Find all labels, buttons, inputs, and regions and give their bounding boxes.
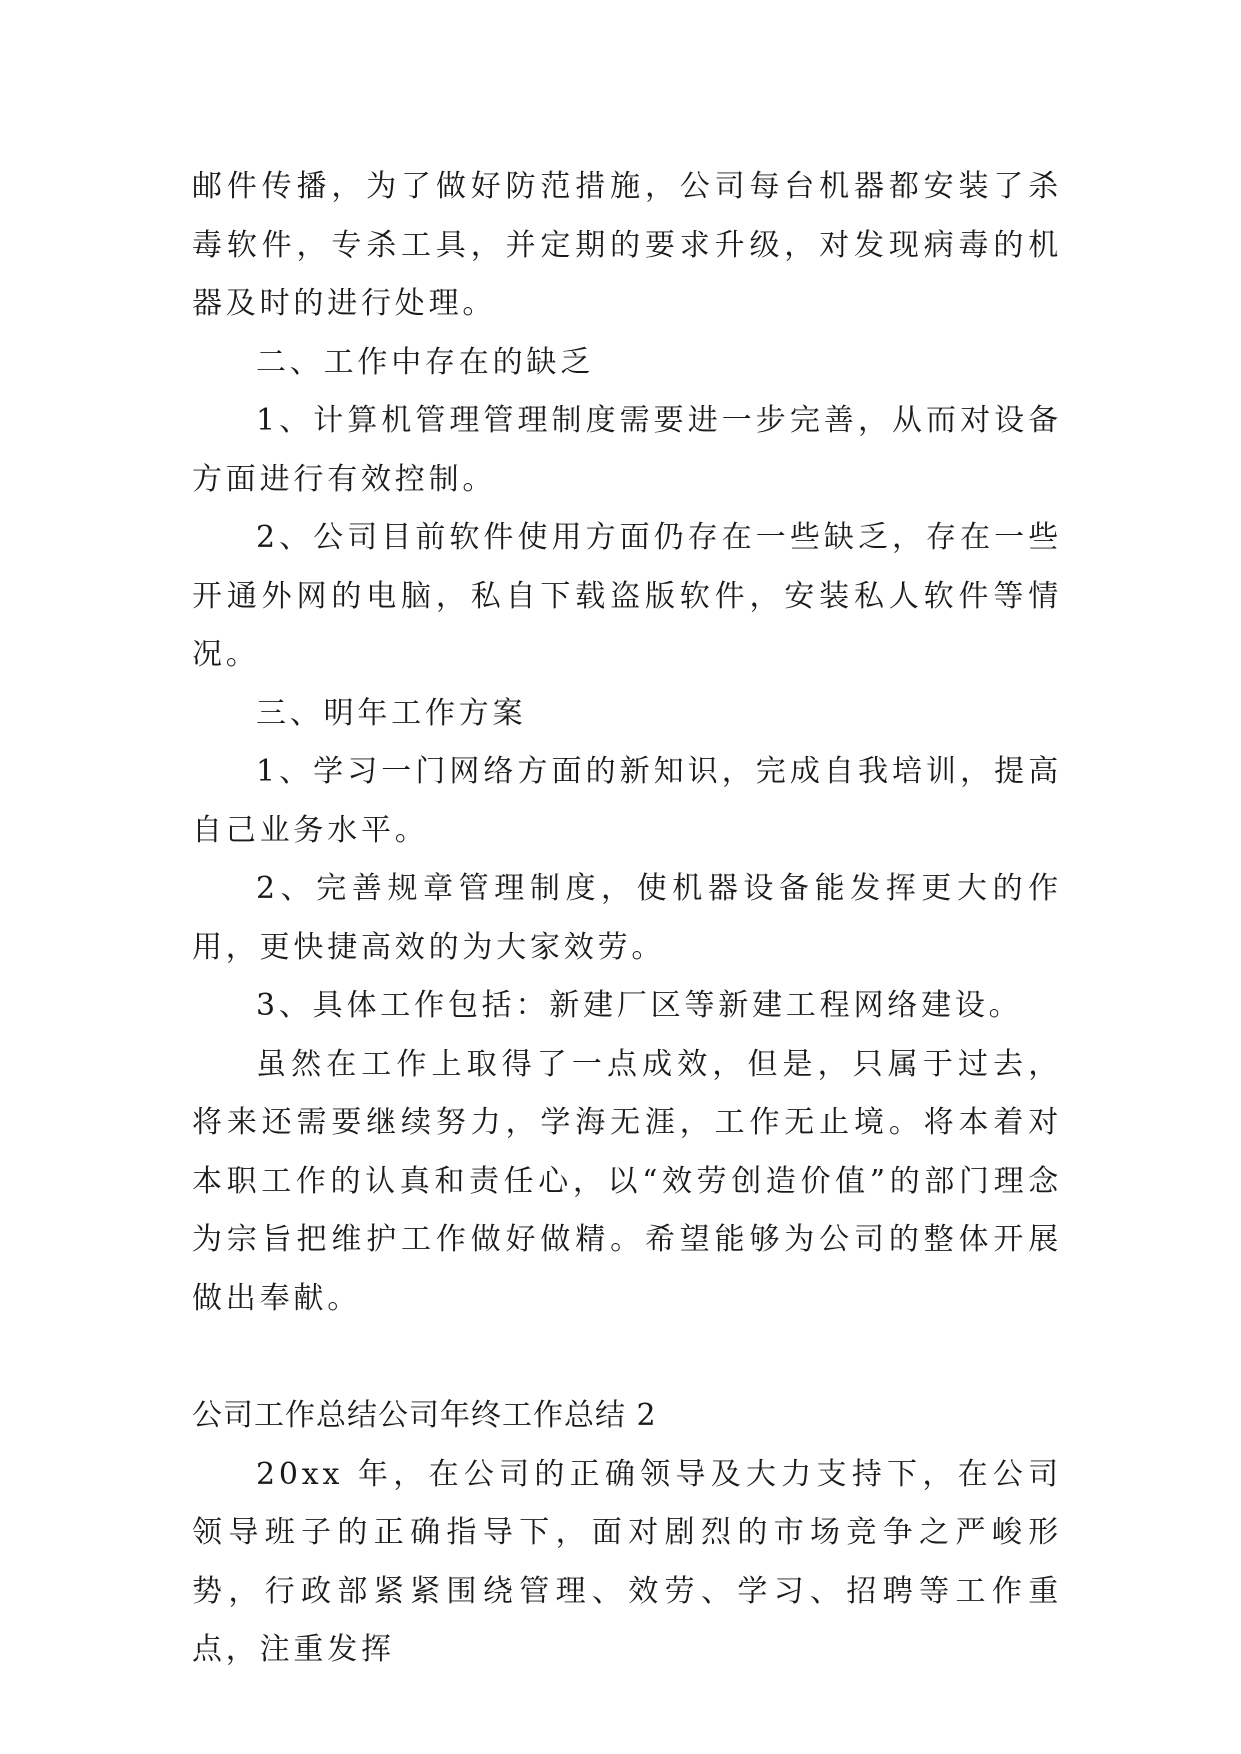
closing-paragraph: 虽然在工作上取得了一点成效，但是，只属于过去，将来还需要继续努力，学海无涯，工作无止境。将本着对本职工作的认真和责任心，以“效劳创造价值”的部门理念为宗旨把维护工作做好做精。希望能够为公司的整体开展做出奉献。: [192, 1046, 1062, 1316]
body-paragraph: 20xx 年，在公司的正确领导及大力支持下，在公司领导班子的正确指导下，面对剧烈的市场竞争之严峻形势，行政部紧紧围绕管理、效劳、学习、招聘等工作重点，注重发挥: [192, 1456, 1062, 1667]
document-section-title: 公司工作总结公司年终工作总结 2: [192, 1398, 657, 1433]
section-heading-next-year-plan: 三、明年工作方案: [256, 695, 527, 731]
body-paragraph: 1、学习一门网络方面的新知识，完成自我培训，提高自己业务水平。: [192, 754, 1062, 848]
document-body: [192, 158, 1062, 1680]
section-heading-shortcomings: 二、工作中存在的缺乏: [256, 344, 594, 380]
body-paragraph: 2、完善规章管理制度，使机器设备能发挥更大的作用，更快捷高效的为大家效劳。: [192, 871, 1062, 965]
body-paragraph: 邮件传播，为了做好防范措施，公司每台机器都安装了杀毒软件，专杀工具，并定期的要求升级，对发现病毒的机器及时的进行处理。: [192, 169, 1062, 321]
body-paragraph: 2、公司目前软件使用方面仍存在一些缺乏，存在一些开通外网的电脑，私自下载盗版软件，安装私人软件等情况。: [192, 520, 1062, 672]
body-paragraph: 3、具体工作包括：新建厂区等新建工程网络建设。: [256, 988, 1023, 1023]
body-paragraph: 1、计算机管理管理制度需要进一步完善，从而对设备方面进行有效控制。: [192, 403, 1062, 497]
